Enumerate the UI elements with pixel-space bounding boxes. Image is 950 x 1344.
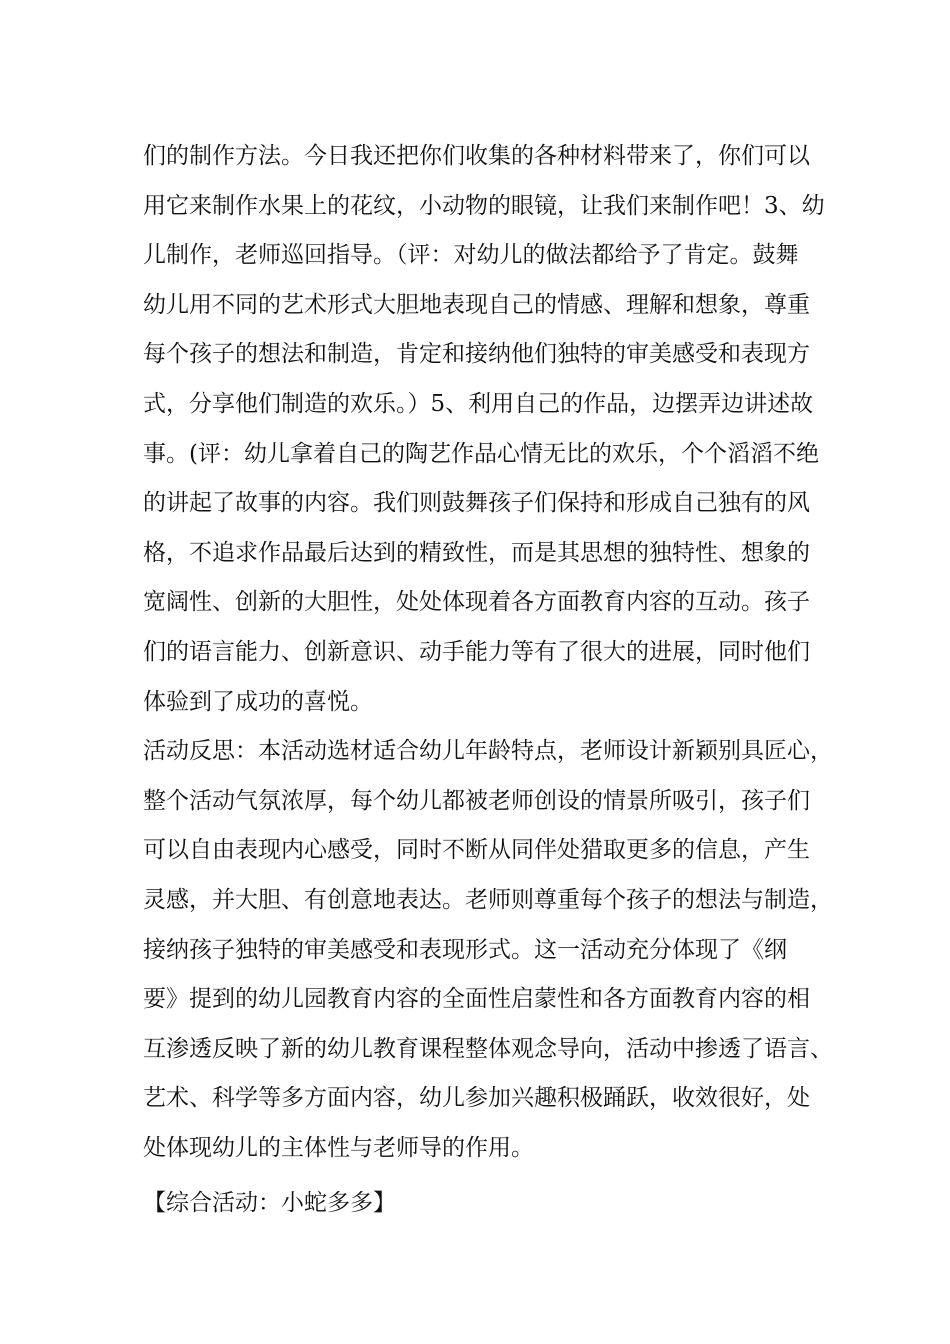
- body-text: [143, 132, 833, 1229]
- text-line: 的讲起了故事的内容。我们则鼓舞孩子们保持和形成自己独有的风: [143, 490, 810, 517]
- text-line: 儿制作，老师巡回指导。（评：对幼儿的做法都给予了肯定。鼓舞: [143, 242, 799, 269]
- text-line: 们的语言能力、创新意识、动手能力等有了很大的进展，同时他们: [143, 638, 810, 665]
- text-line: 幼儿用不同的艺术形式大胆地表现自己的情感、理解和想象，尊重: [143, 291, 810, 318]
- text-line: 用它来制作水果上的花纹，小动物的眼镜，让我们来制作吧！3、幼: [143, 192, 825, 219]
- text-line: 们的制作方法。今日我还把你们收集的各种材料带来了，你们可以: [143, 143, 810, 169]
- text-line: 处体现幼儿的主体性与老师导的作用。: [143, 1134, 534, 1161]
- text-line: 整个活动气氛浓厚，每个幼儿都被老师创设的情景所吸引，孩子们: [143, 787, 810, 814]
- text-line: 灵感，并大胆、有创意地表达。老师则尊重每个孩子的想法与制造，: [143, 886, 833, 913]
- text-line: 可以自由表现内心感受，同时不断从同伴处猎取更多的信息，产生: [143, 837, 810, 864]
- text-line: 格，不追求作品最后达到的精致性，而是其思想的独特性、想象的: [143, 539, 810, 566]
- text-line: 事。(评：幼儿拿着自己的陶艺作品心情无比的欢乐，个个滔滔不绝: [143, 440, 819, 467]
- text-line: 式，分享他们制造的欢乐。）5、利用自己的作品，边摆弄边讲述故: [143, 390, 814, 417]
- text-line: 互渗透反映了新的幼儿教育课程整体观念导向，活动中掺透了语言、: [143, 1035, 833, 1062]
- text-line: 体验到了成功的喜悦。: [143, 688, 373, 715]
- text-line: 要》提到的幼儿园教育内容的全面性启蒙性和各方面教育内容的相: [143, 986, 810, 1013]
- text-line: 每个孩子的想法和制造，肯定和接纳他们独特的审美感受和表现方: [143, 341, 810, 368]
- text-line: 活动反思：本活动选材适合幼儿年龄特点，老师设计新颖别具匠心，: [143, 738, 833, 765]
- text-line: 接纳孩子独特的审美感受和表现形式。这一活动充分体现了《纲: [143, 936, 787, 963]
- section-heading: 【综合活动：小蛇多多】: [143, 1190, 396, 1217]
- text-line: 艺术、科学等多方面内容，幼儿参加兴趣积极踊跃，收效很好，处: [143, 1085, 810, 1112]
- text-line: 宽阔性、创新的大胆性，处处体现着各方面教育内容的互动。孩子: [143, 589, 810, 616]
